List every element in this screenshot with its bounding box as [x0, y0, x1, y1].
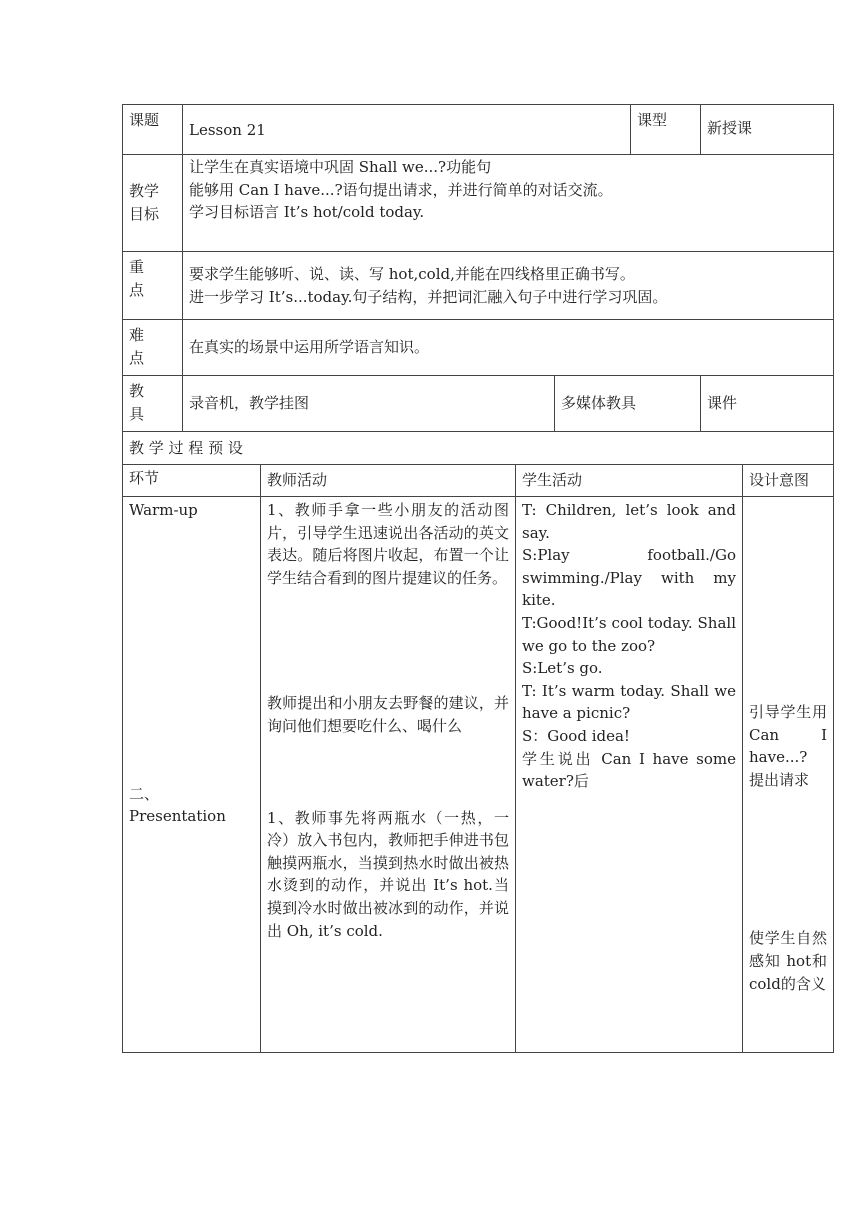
design-intent-1: 引导学生用 Can I have...? 提出请求 — [749, 703, 827, 789]
column-header-stage: 环节 — [123, 465, 261, 497]
aids-value: 录音机，教学挂图 — [183, 376, 555, 432]
type-label: 课型 — [631, 105, 701, 155]
design-intent-2: 使学生自然感知 hot和cold的含义 — [749, 929, 827, 993]
process-title: 教 学 过 程 预 设 — [123, 432, 834, 465]
stage-warm-up: Warm-up — [129, 501, 198, 519]
column-header-student: 学生活动 — [516, 465, 743, 497]
design-intent-cell — [743, 497, 834, 1053]
spacer — [267, 589, 509, 692]
spacer — [749, 499, 827, 701]
goals-content — [183, 155, 834, 252]
topic-label: 课题 — [123, 105, 183, 155]
column-header-intent: 设计意图 — [743, 465, 834, 497]
key-point-line: 要求学生能够听、说、读、写 hot,cold,并能在四线格里正确书写。 — [189, 264, 635, 283]
goals-label: 教学 目标 — [123, 155, 183, 252]
topic-value: Lesson 21 — [183, 105, 631, 155]
teacher-activity-1: 1、教师手拿一些小朋友的活动图片，引导学生迅速说出各活动的英文表达。随后将图片收起，布置一个让学生结合看到的图片提建议的任务。 — [267, 501, 509, 587]
key-point-line: 进一步学习 It’s...today.句子结构，并把词汇融入句子中进行学习巩固。 — [189, 287, 668, 306]
spacer — [267, 738, 509, 807]
difficulties-text: 在真实的场景中运用所学语言知识。 — [183, 320, 834, 376]
key-points-label: 重 点 — [123, 252, 183, 320]
teacher-activity-3: 1、教师事先将两瓶水（一热，一冷）放入书包内，教师把手伸进书包触摸两瓶水，当摸到热水时做出被热水烫到的动作，并说出 It’s hot.当摸到冷水时做出被冰到的动作，并说出 Oh, it’s cold. — [267, 808, 509, 940]
teacher-activity-2: 教师提出和小朋友去野餐的建议，并询问他们想要吃什么、喝什么 — [267, 694, 509, 735]
key-points-content — [183, 252, 834, 320]
spacer — [749, 791, 827, 927]
process-table — [122, 464, 834, 1053]
spacer — [129, 522, 254, 783]
type-value: 新授课 — [701, 105, 834, 155]
aids-label: 教 具 — [123, 376, 183, 432]
teacher-activity-cell — [261, 497, 516, 1053]
goal-line: 让学生在真实语境中巩固 Shall we...?功能句 — [189, 158, 492, 176]
goal-line: 学习目标语言 It’s hot/cold today. — [189, 203, 425, 222]
difficulties-label: 难 点 — [123, 320, 183, 376]
stage-cell — [123, 497, 261, 1053]
media-value: 课件 — [701, 376, 834, 432]
student-activity: T: Children, let’s look and say. S:Play football./Go swimming./Play with my kite. T:Good!It’s cool today. Shall we go to the zoo? S:Let’s go. T: It’s warm today. Shall we have a picnic? S：Good idea! 学生说出 Can I have some water?后 — [516, 497, 743, 1053]
media-label: 多媒体教具 — [555, 376, 701, 432]
lesson-info-table — [122, 104, 834, 465]
goal-line: 能够用 Can I have...?语句提出请求，并进行简单的对话交流。 — [189, 180, 613, 199]
column-header-teacher: 教师活动 — [261, 465, 516, 497]
stage-presentation: 二、Presentation — [129, 784, 226, 826]
